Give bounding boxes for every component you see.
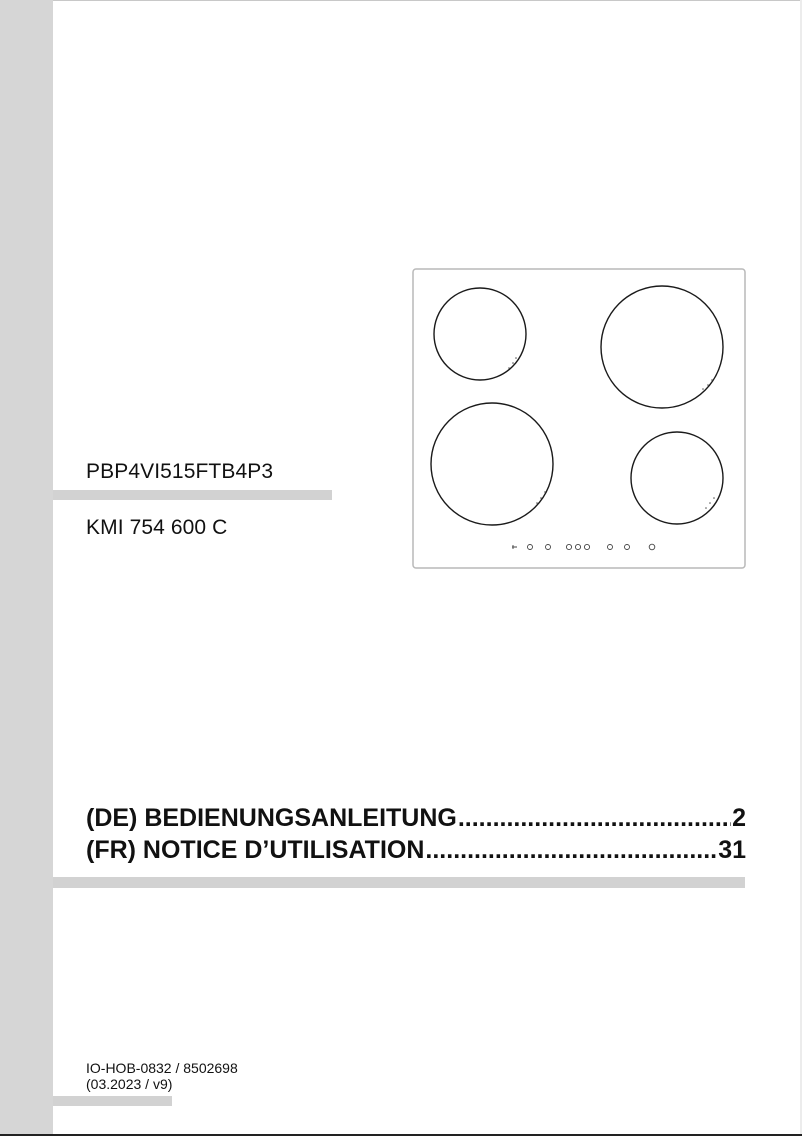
toc-entry-de[interactable] (86, 804, 746, 833)
contents-underline-bar (53, 877, 745, 888)
model-underline-bar (53, 490, 332, 500)
toc-entry-fr[interactable] (86, 836, 746, 865)
toc-leader-dots (425, 836, 717, 865)
footer-bar (53, 1096, 172, 1106)
left-margin-band (0, 0, 53, 1136)
toc-page-number: 31 (718, 836, 746, 864)
toc-leader-dots (458, 804, 731, 833)
model-number-secondary: KMI 754 600 C (86, 516, 228, 539)
document-revision: (03.2023 / v9) (86, 1076, 173, 1092)
document-code: IO-HOB-0832 / 8502698 (86, 1060, 238, 1076)
toc-page-number: 2 (732, 804, 746, 832)
hob-illustration (412, 268, 747, 570)
toc-title: (FR) NOTICE D’UTILISATION (86, 836, 425, 864)
hob-glass-outline (413, 269, 745, 568)
toc-title: (DE) BEDIENUNGSANLEITUNG (86, 804, 457, 832)
top-rule (0, 0, 802, 1)
model-number-primary: PBP4VI515FTB4P3 (86, 460, 274, 483)
